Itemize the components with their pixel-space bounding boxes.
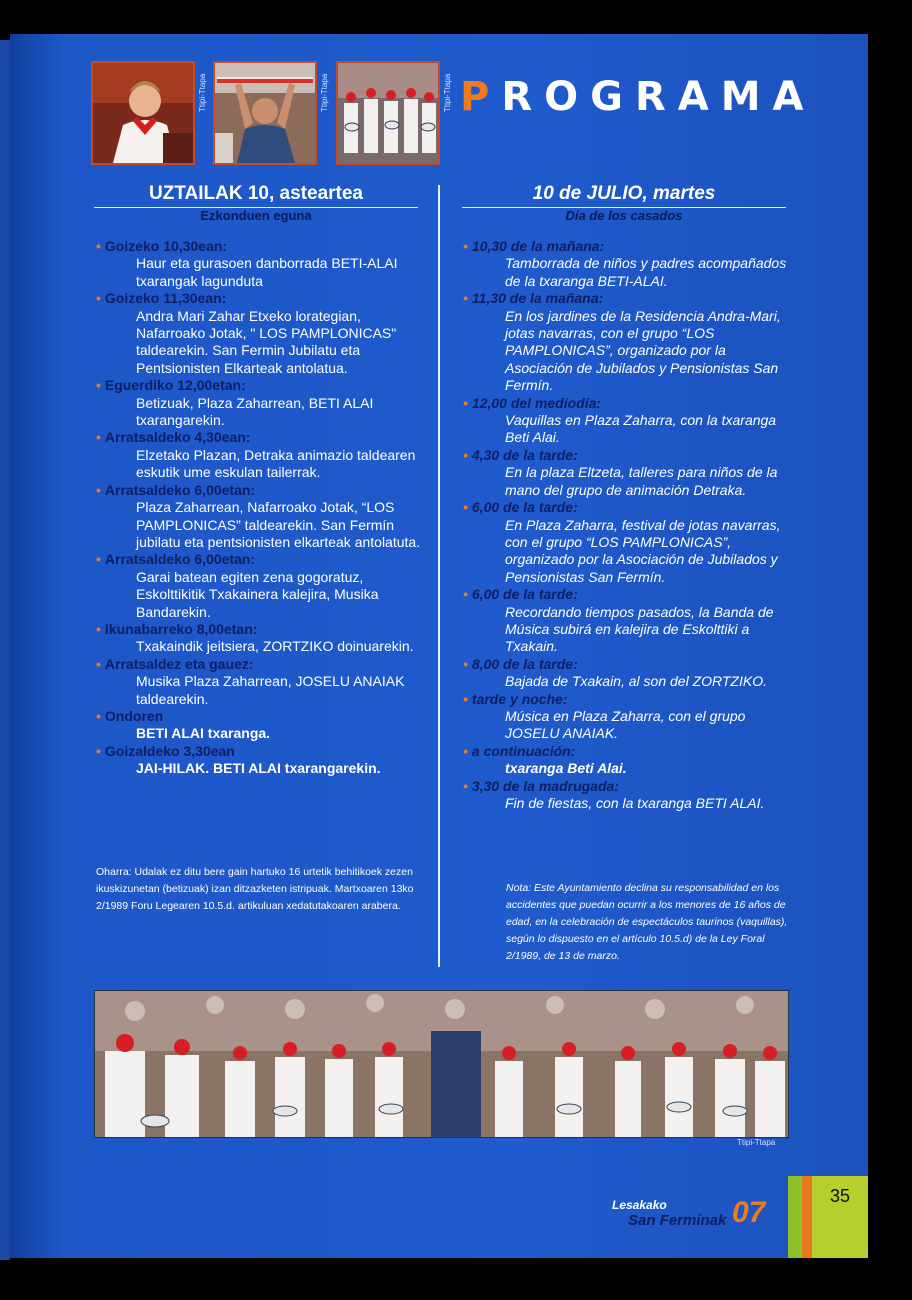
entry-time: • Ondoren [96,708,421,725]
schedule-entry [96,551,421,621]
schedule-entry [96,482,421,552]
schedule-entry [463,395,788,447]
entry-text: En los jardines de la Residencia Andra-Mari, jotas navarras, con el grupo “LOS PAMPLONICAS”, organizado por la Asociación de Jubilados y Pensionistas San Fermín. [505,307,781,394]
page-edge [0,40,10,1260]
header-photo-drummers [336,61,440,165]
left-note: Oharra: Udalak ez ditu bere gain hartuko 16 urtetik behitikoek zezen ikuskizunetan (betizuak) izan ditzazketen istripuak. Martxoaren 13ko 2/1989 Foru Legearen 10.5.d. artikuluan xedatutakoaren arabera. [96,866,414,912]
entry-time: • 6,00 de la tarde: [463,499,788,516]
entry-text: txaranga Beti Alai. [505,760,627,777]
right-note: Nota: Este Ayuntamiento declina su responsabilidad en los accidentes que puedan ocurrir a los menores de 16 años de edad, en la celebración de espectáculos taurinos (vaquillas), según lo dispuesto en el artículo 10.5.d) de la Ley Foral 2/1989, de 13 de marzo. [506,882,788,962]
schedule-entry [463,290,788,394]
photo-credit: Ttipi-Ttapa [443,73,452,112]
entry-text: BETI ALAI txaranga. [136,725,271,742]
logo-line2: San Ferminak [628,1212,727,1229]
schedule-entry [96,621,421,656]
entry-time: • 11,30 de la mañana: [463,290,788,307]
entry-text: Haur eta gurasoen danborrada BETI-ALAI txarangak lagunduta [136,255,398,289]
schedule-entry [463,656,788,691]
entry-time: • a continuación: [463,743,788,760]
column-divider [438,185,440,967]
entry-time: • Arratsaldez eta gauez: [96,656,421,673]
entry-time: • Eguerdiko 12,00etan: [96,377,421,394]
schedule-entry [96,656,421,708]
entry-time: • Goizeko 10,30ean: [96,238,421,255]
entry-text: Betizuak, Plaza Zaharrean, BETI ALAI txarangarekin. [136,394,374,429]
entry-time: • 10,30 de la mañana: [463,238,788,255]
photo-credit: Ttipi-Ttapa [737,1138,776,1147]
left-column-header [94,183,418,223]
title-rest: ROGRAMA [501,74,816,120]
schedule-entry [463,743,788,778]
entry-text: Vaquillas en Plaza Zaharra, con la txaranga Beti Alai. [505,412,777,446]
entry-time: • Goizeko 11,30ean: [96,290,421,307]
entry-text: Musika Plaza Zaharrean, JOSELU ANAIAK taldearekin. [136,673,405,707]
bottom-photo-tamborrada [94,990,789,1138]
right-column-title: 10 de JULIO, martes [532,183,716,204]
logo-line1: Lesakako [612,1198,667,1212]
entry-time: • Arratsaldeko 6,00etan: [96,482,421,499]
schedule-entry [463,778,788,813]
entry-time: • 8,00 de la tarde: [463,656,788,673]
entry-text: Recordando tiempos pasados, la Banda de Música subirá en kalejira de Eskolttiki a Txakain. [505,603,774,655]
entry-time: • Ikunabarreko 8,00etan: [96,621,421,638]
entry-time: • 12,00 del mediodía: [463,395,788,412]
schedule-entry [96,377,421,429]
left-column-subtitle: Ezkonduen eguna [200,208,312,223]
entry-time: • 6,00 de la tarde: [463,586,788,603]
schedule-entry [463,499,788,586]
schedule-entry [96,429,421,481]
entry-time: • Arratsaldeko 4,30ean: [96,429,421,446]
schedule-entry [96,708,421,743]
title-initial: P [460,74,502,120]
photo-credit: Ttipi-Ttapa [198,73,207,112]
schedule-entry [96,743,421,778]
photo-credit: Ttipi-Ttapa [320,73,329,112]
schedule-entry [463,447,788,499]
entry-text: Andra Mari Zahar Etxeko lorategian, Nafarroako Jotak, " LOS PAMPLONICAS" taldearekin. San Fermin Jubilatu eta Pentsionisten Elkarteak antolatua. [136,307,397,376]
schedule-entry [463,238,788,290]
entry-time: • Goizaldeko 3,30ean [96,743,421,760]
schedule-entry [463,691,788,743]
page-number: 35 [830,1186,851,1206]
left-schedule-list [96,238,421,778]
entry-text: Elzetako Plazan, Detraka animazio taldearen eskutik ume eskulan tailerrak. [136,446,416,481]
entry-text: Bajada de Txakain, al son del ZORTZIKO. [505,673,767,690]
entry-text: Txakaindik jeitsiera, ZORTZIKO doinuarekin. [136,638,414,655]
schedule-entry [463,586,788,656]
entry-text: Fin de fiestas, con la txaranga BETI ALAI. [505,795,765,811]
entry-text: Música en Plaza Zaharra, con el grupo JOSELU ANAIAK. [505,707,746,742]
right-column-header [462,183,786,223]
right-column-subtitle: Día de los casados [565,208,683,223]
header-photo-man [213,61,317,165]
bar-green [788,1176,802,1258]
color-bars [788,1176,868,1258]
entry-time: • 3,30 de la madrugada: [463,778,788,795]
entry-time: • 4,30 de la tarde: [463,447,788,464]
entry-time: • tarde y noche: [463,691,788,708]
page-title [460,74,815,120]
entry-text: En la plaza Eltzeta, talleres para niños de la mano del grupo de animación Detraka. [505,464,778,498]
magazine-logo [612,1196,766,1229]
entry-text: En Plaza Zaharra, festival de jotas navarras, con el grupo “LOS PAMPLONICAS”, organizado por la Asociación de Jubilados y Pensionistas San Fermín. [505,516,781,585]
entry-text: JAI-HILAK. BETI ALAI txarangarekin. [136,760,381,777]
schedule-entry [96,290,421,377]
entry-time: • Arratsaldeko 6,00etan: [96,551,421,568]
schedule-entry [96,238,421,290]
bar-orange [802,1176,812,1258]
left-column-title: UZTAILAK 10, asteartea [149,183,363,204]
logo-number: 07 [732,1196,766,1229]
header-photo-child [91,61,195,165]
entry-text: Tamborrada de niños y padres acompañados de la txaranga BETI-ALAI. [505,255,787,289]
entry-text: Plaza Zaharrean, Nafarroako Jotak, “LOS PAMPLONICAS” taldearekin. San Fermín jubilatu eta pentsionisten elkarteak antolatuta. [136,499,421,550]
right-schedule-list [463,238,788,812]
entry-text: Garai batean egiten zena gogoratuz, Eskolttikitik Txakainera kalejira, Musika Bandarekin. [136,568,379,620]
